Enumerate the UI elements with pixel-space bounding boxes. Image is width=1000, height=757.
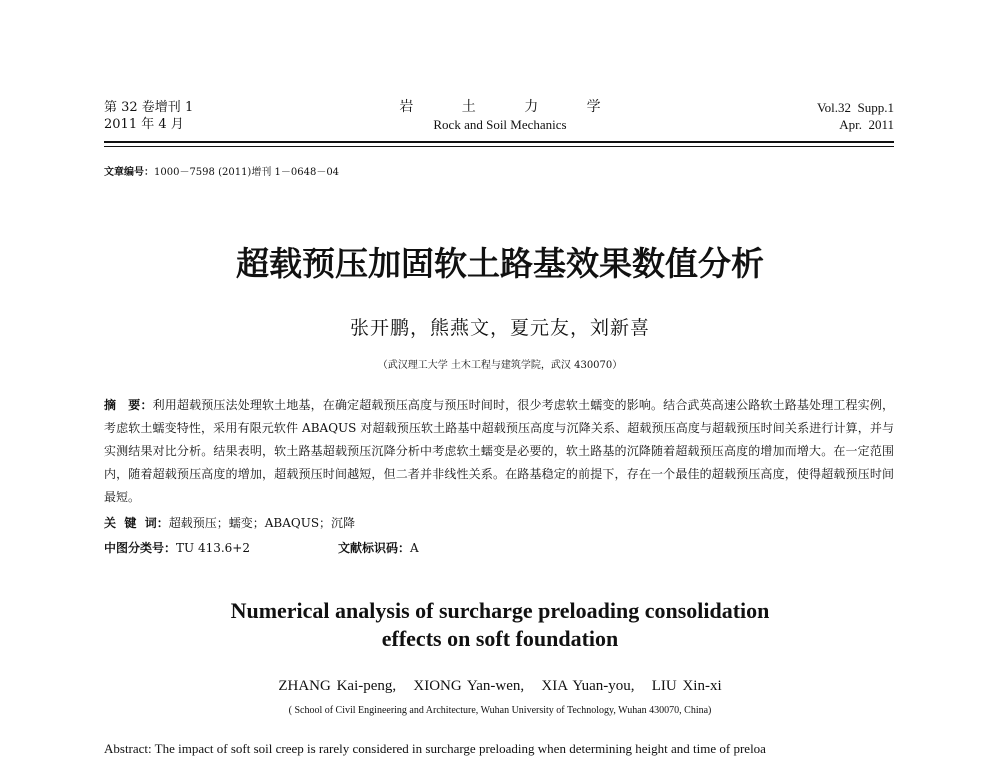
doc-label: 文献标识码： [338, 541, 411, 555]
authors-cn: 张开鹏，熊燕文，夏元友，刘新喜 [349, 317, 650, 339]
volume-issue-cn: 第 32 卷增刊 1 [104, 100, 194, 115]
keywords-cn-label: 关 键 词： [104, 516, 169, 530]
classification [104, 539, 250, 556]
abstract-cn-label: 摘 要： [104, 398, 153, 412]
date-en: Apr. 2011 [839, 117, 894, 132]
abstract-en-partial: Abstract: The impact of soft soil creep is rarely considered in surcharge preloading when determining height and time of preloa [104, 741, 766, 756]
doc-code [338, 539, 419, 556]
keywords-cn-text: 超载预压；蠕变；ABAQUS；沉降 [168, 516, 356, 530]
clc-value: TU 413.6+2 [176, 541, 250, 555]
authors-en: ZHANG Kai-peng, XIONG Yan-wen, XIA Yuan-you, LIU Xin-xi [278, 678, 722, 694]
header-rule-thick [104, 141, 894, 143]
date-cn: 2011 年 4 月 [104, 117, 184, 132]
volume-en: Vol.32 Supp.1 [816, 100, 894, 115]
affiliation-cn: （武汉理工大学 土木工程与建筑学院，武汉 430070） [377, 360, 623, 371]
journal-title-en: Rock and Soil Mechanics [433, 117, 567, 132]
abstract-cn [104, 394, 894, 509]
article-number [104, 163, 339, 178]
clc-label: 中图分类号： [104, 541, 177, 555]
abstract-cn-text: 利用超载预压法处理软土地基，在确定超载预压高度与预压时间时，很少考虑软土蠕变的影响。结合武英高速公路软土路基处理工程实例，考虑软土蠕变特性，采用有限元软件 ABAQUS 对超载预压软土路基中超载预压高度与沉降关系、超载预压高度与超载预压时间关系进行计算，并与实测结果对比分析。结果表明，软土路基超载预压沉降分析中考虑软土蠕变是必要的，软土路基的沉降随着超载预压高度的增加而增大。在一定范围内，随着超载预压高度的增加，超载预压时间越短，但二者并非线性关系。在路基稳定的前提下，存在一个最佳的超载预压高度，使得超载预压时间最短。 [104, 398, 894, 504]
title-cn: 超载预压加固软土路基效果数值分析 [236, 244, 764, 283]
title-en [0, 597, 1000, 653]
journal-title-cn: 岩 土 力 学 [399, 99, 623, 115]
title-en-line2: effects on soft foundation [381, 626, 619, 651]
article-number-label: 文章编号： [104, 167, 154, 178]
header-right [817, 99, 894, 133]
doc-value: A [410, 541, 419, 555]
header-rule-thin [104, 146, 894, 147]
keywords-cn [104, 514, 355, 531]
title-en-line1: Numerical analysis of surcharge preloading consolidation [230, 598, 770, 623]
affiliation-en: ( School of Civil Engineering and Architecture, Wuhan University of Technology, Wuhan 430070, China) [288, 705, 712, 716]
article-number-value: 1000－7598 (2011)增刊 1－0648－04 [154, 167, 340, 178]
